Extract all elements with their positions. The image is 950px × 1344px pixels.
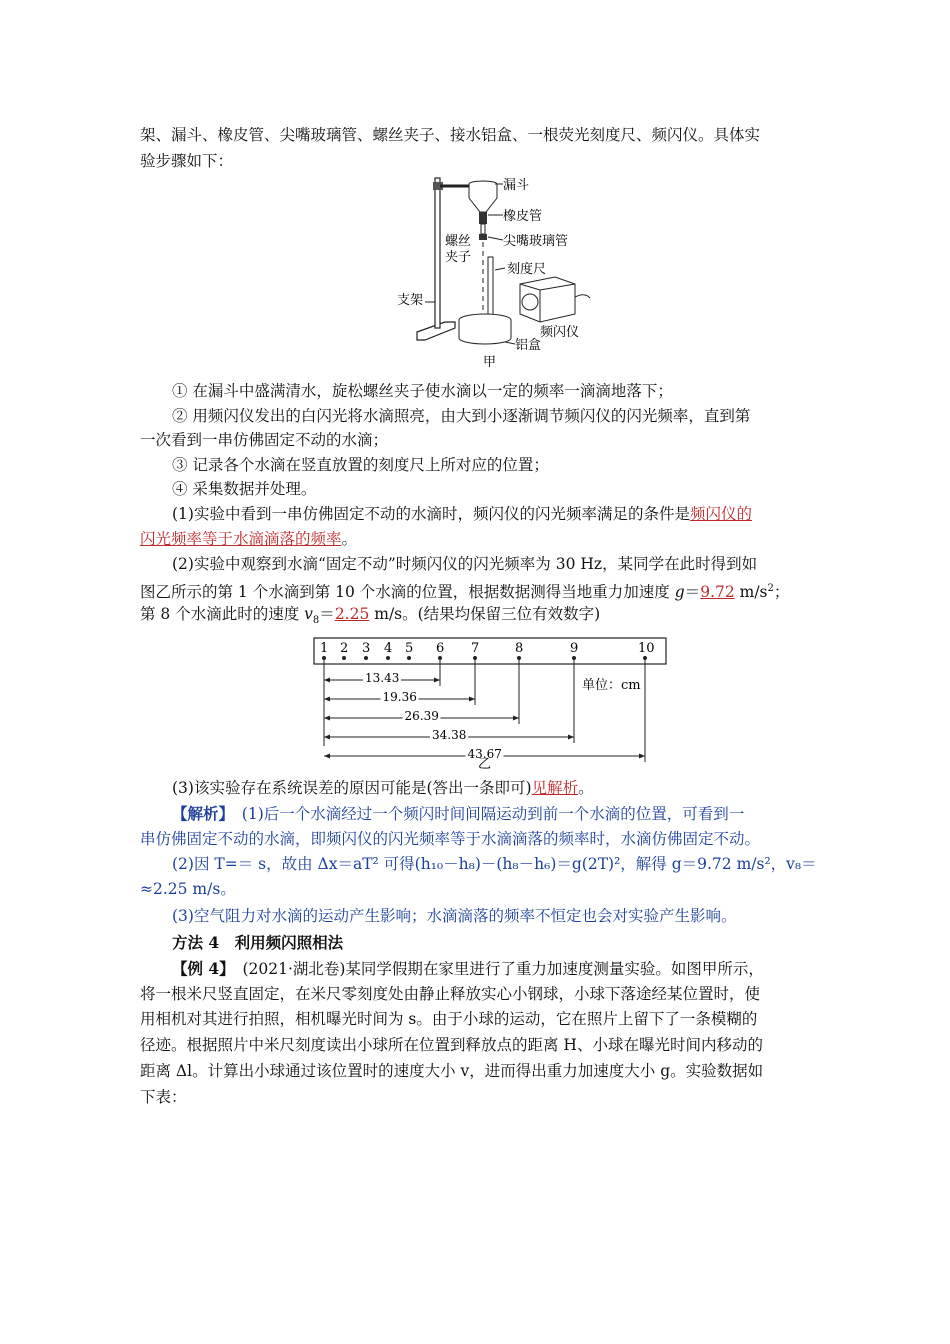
arrow-head — [324, 697, 330, 702]
water-drop — [386, 656, 390, 660]
drop-label: 7 — [471, 641, 480, 656]
analysis-3: (2)因 T=＝ s，故由 Δx＝aT² 可得(h₁₀－h₈)－(h₈－h₆)＝g(2T)²，解得 g＝9.72 m/s²，v₈＝ — [172, 855, 817, 873]
label-funnel: 漏斗 — [503, 178, 530, 193]
step-2: ② 用频闪仪发出的白闪光将水滴照亮，由大到小逐渐调节频闪仪的闪光频率，直到第 — [172, 407, 751, 425]
method-heading: 方法 4 利用频闪照相法 — [172, 933, 344, 952]
water-drop — [407, 656, 411, 660]
distance-label: 43.67 — [467, 747, 502, 761]
question-3: (3)该实验存在系统误差的原因可能是(答出一条即可)见解析。 — [172, 779, 594, 797]
example-line: 距离 Δl。计算出小球通过该位置时的速度大小 v，进而得出重力加速度大小 g。实验数据如 — [140, 1062, 764, 1080]
answer-1b: 闪光频率等于水滴滴落的频率 — [140, 530, 342, 548]
question-2: (2)实验中观察到水滴“固定不动”时频闪仪的闪光频率为 30 Hz，某同学在此时得到如 — [172, 555, 758, 573]
label-box: 铝盒 — [515, 338, 542, 353]
arrow-head — [639, 754, 645, 759]
unit-label: 单位：cm — [582, 678, 641, 693]
question-1-cont: 闪光频率等于水滴滴落的频率。 — [140, 530, 358, 548]
analysis-tag: 【解析】 — [172, 804, 227, 823]
drop-label: 1 — [320, 641, 329, 656]
figure-caption: 乙 — [478, 757, 492, 772]
drop-label: 2 — [340, 641, 349, 656]
analysis-2: 串仿佛固定不动的水滴，即频闪仪的闪光频率等于水滴滴落的频率时，水滴仿佛固定不动。 — [140, 830, 761, 848]
example-line: 将一根米尺竖直固定，在米尺零刻度处由静止释放实心小钢球，小球下落途经某位置时，使 — [140, 985, 761, 1003]
example-tag: 【例 4】 — [172, 959, 227, 978]
example-line: 下表： — [140, 1088, 187, 1106]
arrow-head — [324, 754, 330, 759]
label-stand: 支架 — [397, 293, 424, 308]
apparatus-figure — [395, 172, 600, 372]
answer-3: 见解析 — [531, 779, 579, 797]
answer-v8: 2.25 — [334, 605, 370, 623]
label-strobe: 频闪仪 — [540, 325, 580, 340]
water-drop — [364, 656, 368, 660]
drop-label: 6 — [436, 641, 445, 656]
answer-1a: 频闪仪的 — [689, 505, 752, 523]
example-4: 【例 4】 (2021·湖北卷)某同学假期在家里进行了重力加速度测量实验。如图甲所示， — [172, 959, 764, 978]
label-rubber-tube: 橡皮管 — [503, 209, 543, 224]
label-glass-tube: 尖嘴玻璃管 — [503, 234, 569, 249]
example-line: 径迹。根据照片中米尺刻度读出小球所在位置到释放点的距离 H、小球在曝光时间内移动的 — [140, 1036, 763, 1054]
analysis-4: ≈2.25 m/s。 — [140, 880, 236, 898]
paragraph-line: 验步骤如下： — [140, 152, 234, 170]
arrow-head — [434, 678, 440, 683]
step-1: ① 在漏斗中盛满清水，旋松螺丝夹子使水滴以一定的频率一滴滴地落下； — [172, 382, 673, 400]
water-drop — [342, 656, 346, 660]
step-2-cont: 一次看到一串仿佛固定不动的水滴； — [140, 431, 389, 449]
arrow-head — [324, 678, 330, 683]
arrow-head — [568, 735, 574, 740]
drop-label: 8 — [515, 641, 524, 656]
analysis-5: (3)空气阻力对水滴的运动产生影响；水滴滴落的频率不恒定也会对实验产生影响。 — [172, 907, 737, 925]
paragraph-line: 架、漏斗、橡皮管、尖嘴玻璃管、螺丝夹子、接水铝盒、一根荧光刻度尺、频闪仪。具体实 — [140, 126, 761, 144]
arrow-head — [513, 716, 519, 721]
drop-label: 10 — [638, 641, 655, 656]
example-line: 用相机对其进行拍照，相机曝光时间为 s。由于小球的运动，它在照片上留下了一条模糊的 — [140, 1010, 758, 1028]
question-2-line2: 图乙所示的第 1 个水滴到第 10 个水滴的位置，根据数据测得当地重力加速度 g＝9.72 $m/s^2$； — [140, 583, 790, 602]
arrow-head — [469, 697, 475, 702]
analysis-1: 【解析】 (1)后一个水滴经过一个频闪时间间隔运动到前一个水滴的位置，可看到一 — [172, 804, 745, 823]
drops-figure — [300, 632, 680, 772]
drop-label: 5 — [405, 641, 414, 656]
figure-caption: 甲 — [483, 355, 497, 370]
arrow-head — [324, 716, 330, 721]
answer-g: 9.72 — [700, 583, 735, 602]
distance-label: 34.38 — [432, 728, 467, 742]
question-2-line3: 第 8 个水滴此时的速度 $v_8=2.25$ m/s。(结果均保留三位有效数字) — [140, 605, 601, 627]
drop-label: 9 — [570, 641, 579, 656]
arrow-head — [324, 735, 330, 740]
drop-label: 4 — [384, 641, 393, 656]
drop-label: 3 — [362, 641, 371, 656]
step-4: ④ 采集数据并处理。 — [172, 480, 317, 498]
distance-label: 13.43 — [365, 671, 400, 685]
distance-label: 26.39 — [404, 709, 439, 723]
question-1: (1)实验中看到一串仿佛固定不动的水滴时，频闪仪的闪光频率满足的条件是频闪仪的 — [172, 505, 752, 523]
label-screw-clip-1: 螺丝 — [445, 234, 472, 249]
label-ruler: 刻度尺 — [507, 262, 547, 277]
distance-label: 19.36 — [382, 690, 417, 704]
label-screw-clip-2: 夹子 — [445, 250, 472, 265]
step-3: ③ 记录各个水滴在竖直放置的刻度尺上所对应的位置； — [172, 456, 549, 474]
